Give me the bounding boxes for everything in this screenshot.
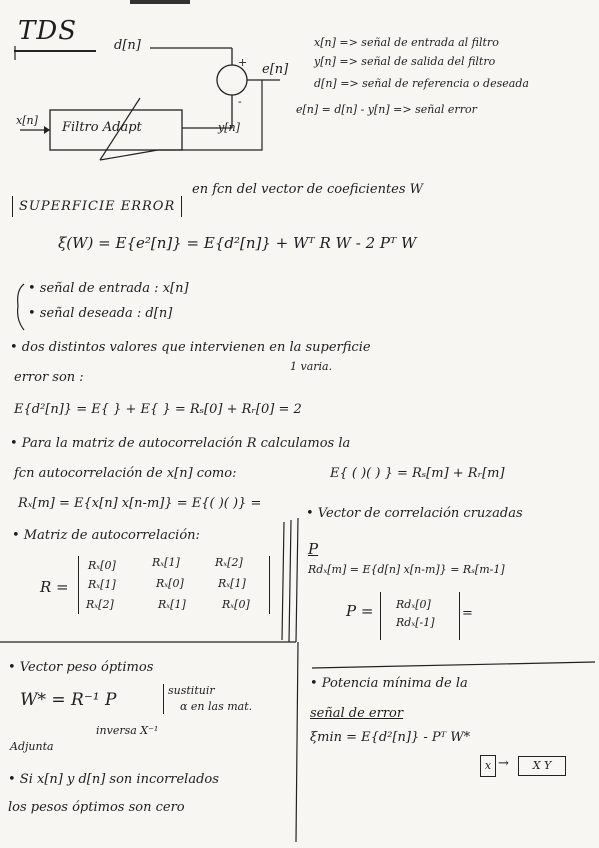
- def-y: y[n] => señal de salida del filtro: [314, 55, 496, 68]
- crosscorr-equation: Rdₓ[m] = E{d[n] x[n-m]} = Rₛ[m-1]: [308, 563, 505, 576]
- uncorr-line1: • Si x[n] y d[n] son incorrelados: [8, 772, 219, 787]
- matrix-cell: Rₓ[1]: [218, 577, 246, 590]
- minpower-arrow: →: [498, 756, 509, 771]
- x-label: x[n]: [16, 114, 38, 127]
- optimal-note1: sustituir: [168, 684, 215, 697]
- optimal-title: • Vector peso óptimos: [8, 660, 154, 675]
- minpower-title1: • Potencia mínima de la: [310, 676, 468, 691]
- matrix-label: R =: [40, 578, 69, 596]
- surface-subtitle: en fcn del vector de coeficientes W: [192, 182, 424, 197]
- filter-box-label: Filtro Adapt: [62, 120, 142, 135]
- matrix-cell: Rₓ[2]: [86, 598, 114, 611]
- energy-equation: E{d²[n]} = E{ } + E{ } = Rₛ[0] + Rᵣ[0] = 2: [14, 402, 302, 417]
- bullet-input: • señal de entrada : x[n]: [28, 281, 189, 296]
- crosscorr-title: • Vector de correlación cruzadas: [306, 506, 523, 521]
- values-line2: error son :: [14, 370, 84, 385]
- crosscorr-vector-label: P =: [346, 602, 374, 620]
- def-d: d[n] => señal de referencia o deseada: [314, 77, 529, 90]
- surface-title: SUPERFICIE ERROR: [12, 196, 182, 217]
- inversa-note: inversa X⁻¹: [96, 724, 159, 737]
- minus-sign: -: [238, 95, 242, 108]
- values-line1: • dos distintos valores que intervienen en la superficie: [10, 340, 371, 355]
- e-label: e[n]: [262, 62, 289, 77]
- crosscorr-vector-item: Rdₓ[-1]: [396, 616, 435, 629]
- y-label: y[n]: [218, 121, 240, 134]
- uncorr-line2: los pesos óptimos son cero: [8, 800, 185, 815]
- matrix-cell: Rₓ[0]: [156, 577, 184, 590]
- page-title: TDS: [18, 16, 77, 46]
- def-x: x[n] => señal de entrada al filtro: [314, 36, 499, 49]
- optimal-note2: α en las mat.: [180, 700, 253, 713]
- matrix-cell: Rₓ[1]: [158, 598, 186, 611]
- minpower-title2: señal de error: [310, 706, 404, 721]
- minpower-equation: ξmin = E{d²[n]} - Pᵀ W*: [310, 730, 471, 745]
- crosscorr-vector-item: Rdₓ[0]: [396, 598, 431, 611]
- bullet-desired: • señal deseada : d[n]: [28, 306, 173, 321]
- minpower-big-box: X Y: [518, 756, 566, 776]
- autocorr-line2: fcn autocorrelación de x[n] como:: [14, 466, 237, 481]
- d-label: d[n]: [114, 38, 141, 53]
- matrix-cell: Rₓ[0]: [88, 559, 116, 572]
- crosscorr-p-label: P: [308, 540, 319, 558]
- matrix-cell: Rₓ[1]: [152, 556, 180, 569]
- optimal-equation: W* = R⁻¹ P: [20, 690, 117, 710]
- autocorr-equation-right: E{ ( )( ) } = Rₛ[m] + Rᵣ[m]: [330, 466, 505, 481]
- matrix-cell: Rₓ[0]: [222, 598, 250, 611]
- crosscorr-trail: =: [462, 606, 473, 621]
- autocorr-line1: • Para la matriz de autocorrelación R calculamos la: [10, 436, 351, 451]
- varia-note: 1 varia.: [290, 360, 333, 373]
- adjunta-note: Adjunta: [10, 740, 54, 753]
- matrix-title: • Matriz de autocorrelación:: [12, 528, 200, 543]
- def-e: e[n] = d[n] - y[n] => señal error: [296, 103, 477, 116]
- matrix-cell: Rₓ[2]: [215, 556, 243, 569]
- plus-sign: +: [238, 56, 248, 69]
- matrix-cell: Rₓ[1]: [88, 578, 116, 591]
- optimal-divider: [163, 684, 164, 714]
- minpower-small-box: x: [480, 755, 496, 777]
- surface-equation: ξ(W) = E{e²[n]} = E{d²[n]} + Wᵀ R W - 2 Pᵀ W: [58, 234, 417, 252]
- autocorr-equation: Rₓ[m] = E{x[n] x[n-m]} = E{( )( )} =: [18, 496, 262, 511]
